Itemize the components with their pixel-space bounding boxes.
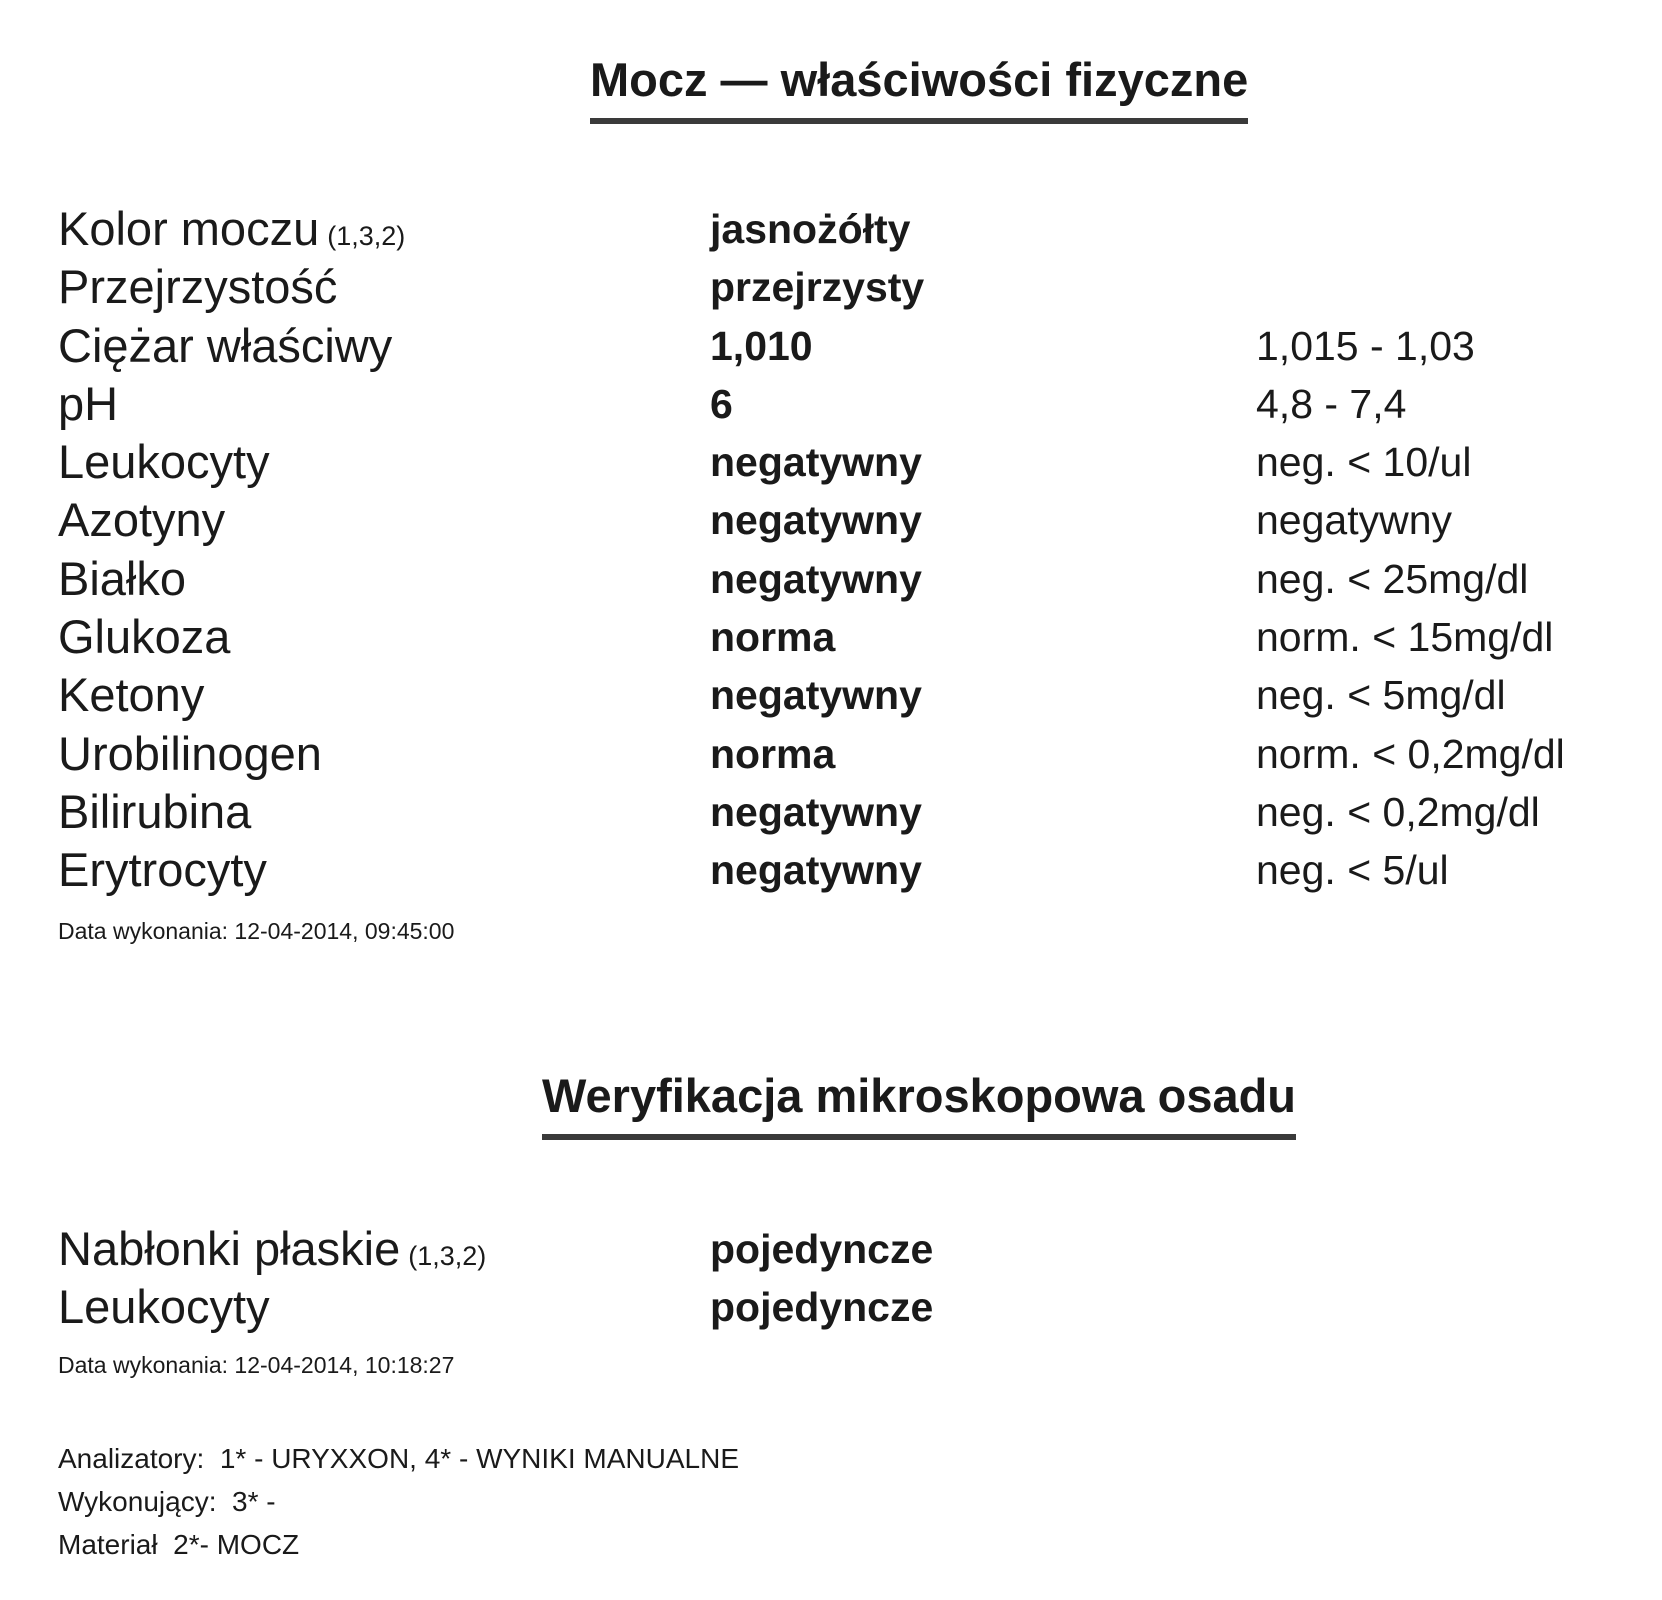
physical-results-table <box>58 200 1638 900</box>
result-reference: 1,015 - 1,03 <box>1256 322 1475 369</box>
result-row-clarity <box>58 258 1638 316</box>
result-name: pH <box>58 376 119 430</box>
result-row-color <box>58 200 1638 258</box>
report-footer <box>58 1437 739 1566</box>
result-row-ph <box>58 375 1638 433</box>
result-row-leukocytes <box>58 433 1638 491</box>
result-name: Nabłonki płaskie (1,3,2) <box>58 1222 487 1275</box>
result-name: Urobilinogen <box>58 726 322 780</box>
result-value: negatywny <box>710 439 922 486</box>
result-value: negatywny <box>710 788 922 835</box>
result-reference: norm. < 15mg/dl <box>1256 614 1554 661</box>
result-value: pojedyncze <box>710 1226 934 1272</box>
result-reference: neg. < 10/ul <box>1256 439 1472 486</box>
result-row-leukocytes <box>58 1278 1638 1336</box>
result-name: Erytrocyty <box>58 843 267 897</box>
result-name: Bilirubina <box>58 784 252 838</box>
result-value: jasnożółty <box>710 206 911 252</box>
result-reference: norm. < 0,2mg/dl <box>1256 730 1565 777</box>
result-reference: neg. < 5/ul <box>1256 847 1449 894</box>
result-reference: neg. < 5mg/dl <box>1256 672 1506 719</box>
result-name: Białko <box>58 551 187 605</box>
microscopic-results-table <box>58 1220 1638 1337</box>
result-value: negatywny <box>710 672 922 719</box>
result-row-squamous-epithelium <box>58 1220 1638 1278</box>
result-name: Leukocyty <box>58 435 270 489</box>
result-reference: 4,8 - 7,4 <box>1256 380 1407 427</box>
result-reference: negatywny <box>1256 497 1453 544</box>
result-row-specific-gravity <box>58 317 1638 375</box>
result-note: (1,3,2) <box>408 1241 487 1271</box>
result-value: norma <box>710 614 836 661</box>
result-value: negatywny <box>710 847 922 894</box>
result-name: Ketony <box>58 668 205 722</box>
result-row-bilirubin <box>58 783 1638 841</box>
result-row-erythrocytes <box>58 841 1638 899</box>
result-name: Przejrzystość <box>58 260 338 314</box>
result-row-nitrites <box>58 491 1638 549</box>
material-line: Materiał 2*- MOCZ <box>58 1529 300 1560</box>
result-value: negatywny <box>710 555 922 602</box>
result-name: Kolor moczu (1,3,2) <box>58 202 406 255</box>
result-value: negatywny <box>710 497 922 544</box>
result-name: Ciężar właściwy <box>58 318 393 372</box>
microscopic-verification-heading: Weryfikacja mikroskopowa osadu <box>542 1068 1296 1140</box>
analyzers-line: Analizatory: 1* - URYXXON, 4* - WYNIKI MANUALNE <box>58 1443 739 1474</box>
result-reference: neg. < 0,2mg/dl <box>1256 788 1540 835</box>
result-value: przejrzysty <box>710 264 925 311</box>
result-row-ketones <box>58 666 1638 724</box>
result-value: 1,010 <box>710 322 813 369</box>
physical-properties-heading: Mocz — właściwości fizyczne <box>590 52 1248 124</box>
result-note: (1,3,2) <box>327 221 406 251</box>
physical-execution-date: Data wykonania: 12-04-2014, 09:45:00 <box>58 918 455 944</box>
result-value: norma <box>710 730 836 777</box>
performer-line: Wykonujący: 3* - <box>58 1486 276 1517</box>
result-row-urobilinogen <box>58 725 1638 783</box>
result-row-glucose <box>58 608 1638 666</box>
result-reference: neg. < 25mg/dl <box>1256 555 1529 602</box>
result-name: Leukocyty <box>58 1280 270 1334</box>
result-row-protein <box>58 550 1638 608</box>
result-value: 6 <box>710 380 733 427</box>
result-value: pojedyncze <box>710 1284 934 1331</box>
result-name: Glukoza <box>58 610 231 664</box>
result-name: Azotyny <box>58 493 226 547</box>
microscopic-execution-date: Data wykonania: 12-04-2014, 10:18:27 <box>58 1352 455 1378</box>
